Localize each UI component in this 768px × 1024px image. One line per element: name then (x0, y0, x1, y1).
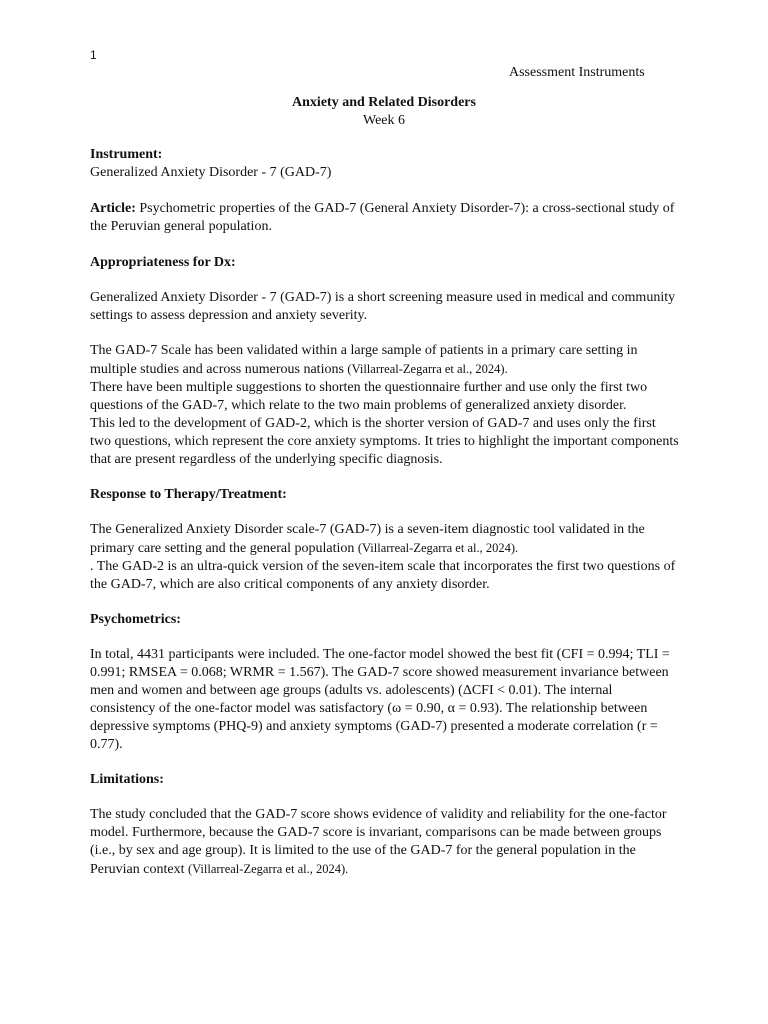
psychometrics-paragraph: In total, 4431 participants were included. The one-factor model showed the best fit (CFI = 0.994; TLI = 0.991; RMSEA = 0.068; WRMR = 1.567). The GAD-7 score showed measurement invariance between men and women and between age groups (adults vs. adolescents) (ΔCFI < 0.01). The internal consistency of the one-factor model was satisfactory (ω = 0.90, α = 0.93). The relationship between depressive symptoms (PHQ-9) and anxiety symptoms (GAD-7) presented a moderate correlation (r = 0.77). (90, 647, 670, 752)
document-body (90, 146, 680, 879)
article-paragraph (90, 200, 680, 236)
appropriateness-paragraph-2 (90, 342, 680, 379)
limitations-p1-text: The study concluded that the GAD-7 score shows evidence of validity and reliability for the one-factor model. Furthermore, because the GAD-7 score is invariant, comparisons can be made between groups (i.e., by sex and age group). It is limited to the use of the GAD-7 for the general population in the Peruvian context (90, 807, 667, 877)
article-text: Psychometric properties of the GAD-7 (General Anxiety Disorder-7): a cross-sectional study of the Peruvian general population. (90, 201, 675, 234)
page-number: 1 (90, 48, 97, 62)
instrument-heading: Instrument: (90, 147, 163, 162)
appropriateness-paragraph-4: This led to the development of GAD-2, which is the shorter version of GAD-7 and uses only the first two questions, which represent the core anxiety symptoms. It tries to highlight the important components that are present regardless of the underlying specific diagnosis. (90, 416, 679, 467)
response-paragraph-1 (90, 521, 680, 558)
response-p1-text: The Generalized Anxiety Disorder scale-7 (GAD-7) is a seven-item diagnostic tool validated in the primary care setting and the general population (90, 522, 645, 556)
citation: (Villarreal-Zegarra et al., 2024) (347, 362, 505, 376)
appropriateness-heading: Appropriateness for Dx: (90, 255, 236, 270)
citation-end: . (504, 362, 508, 376)
limitations-heading: Limitations: (90, 772, 164, 787)
article-label: Article: (90, 201, 136, 216)
citation: (Villarreal-Zegarra et al., 2024) (357, 541, 516, 555)
appropriateness-p2-text: The GAD-7 Scale has been validated within a large sample of patients in a primary care setting in multiple studies and across numerous nations (90, 343, 638, 377)
appropriateness-paragraph-3: There have been multiple suggestions to shorten the questionnaire further and use only the first two questions of the GAD-7, which relate to the two main problems of generalized anxiety disorder. (90, 380, 648, 413)
week-label: Week 6 (362, 113, 406, 128)
response-heading: Response to Therapy/Treatment: (90, 487, 287, 502)
instrument-value: Generalized Anxiety Disorder - 7 (GAD-7) (90, 165, 332, 180)
title-block (90, 94, 678, 130)
document-title: Anxiety and Related Disorders (292, 95, 476, 110)
response-paragraph-2: . The GAD-2 is an ultra-quick version of the seven-item scale that incorporates the first two questions of the GAD-7, which are also critical components of any anxiety disorder. (90, 559, 676, 592)
citation-end: . (515, 541, 519, 555)
appropriateness-paragraph-1: Generalized Anxiety Disorder - 7 (GAD-7) is a short screening measure used in medical and community settings to assess depression and anxiety severity. (90, 290, 676, 323)
running-head: Assessment Instruments (509, 65, 645, 80)
citation-end: . (345, 862, 349, 876)
citation: (Villarreal-Zegarra et al., 2024) (187, 862, 346, 876)
limitations-paragraph (90, 806, 680, 879)
psychometrics-heading: Psychometrics: (90, 612, 181, 627)
